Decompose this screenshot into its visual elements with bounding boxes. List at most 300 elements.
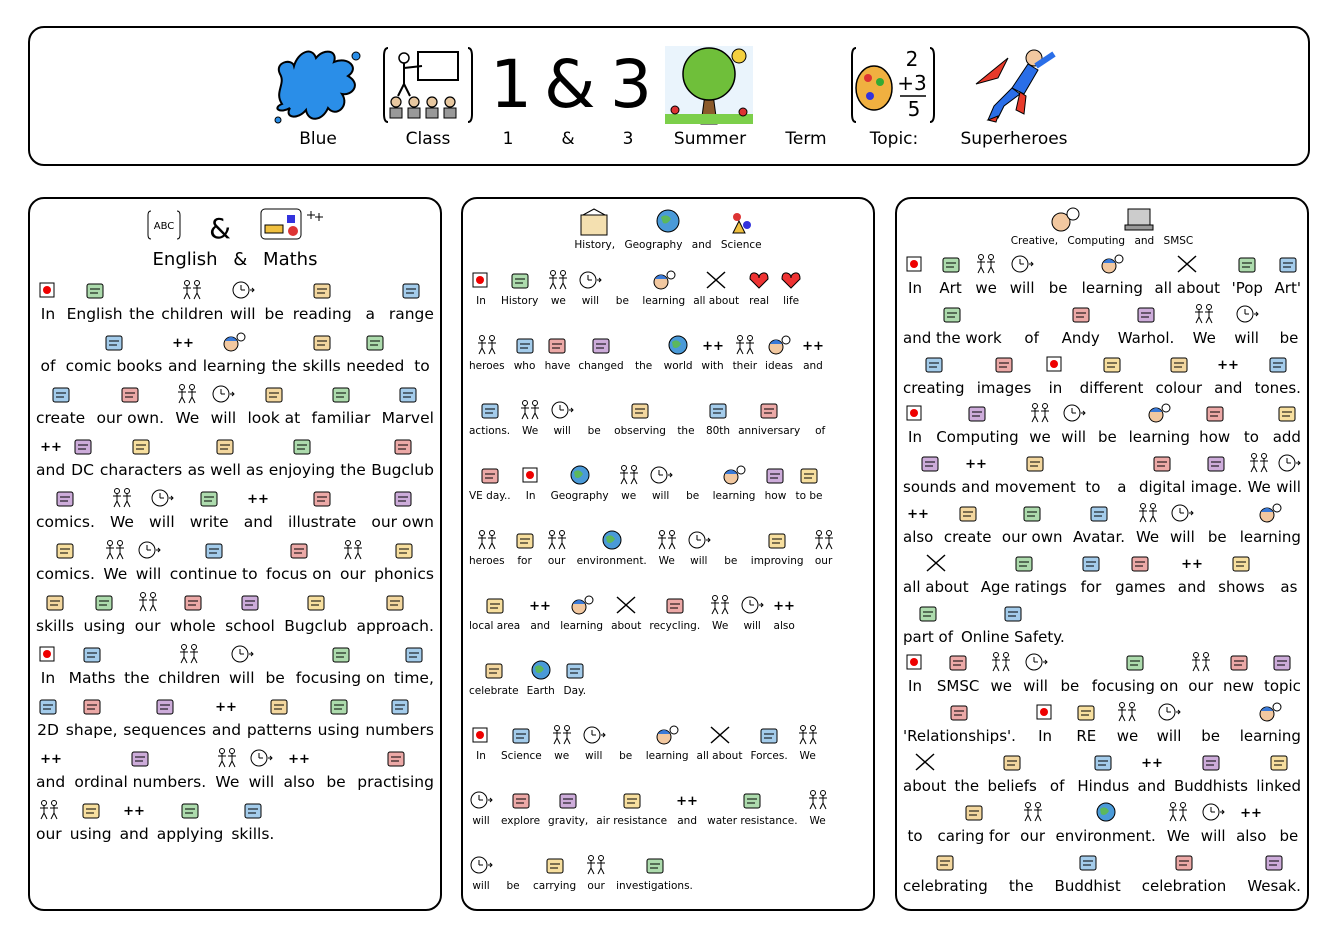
word-text: local area xyxy=(469,620,521,632)
text-line xyxy=(36,795,434,843)
text-line xyxy=(469,647,867,697)
word-text: Science xyxy=(501,750,542,762)
word-text: we xyxy=(1116,727,1139,746)
word-text: learning xyxy=(202,357,266,375)
text-line xyxy=(903,598,1301,646)
word-text: will xyxy=(1009,279,1035,297)
header-word-3: 3 xyxy=(622,129,634,149)
word-text: We xyxy=(175,409,200,427)
word-text: explore xyxy=(501,815,541,827)
word-text: will xyxy=(1170,528,1195,546)
word-symbol-icon xyxy=(582,387,606,421)
word-text: a xyxy=(365,305,375,323)
word-symbol-icon xyxy=(922,349,946,375)
word-text: the xyxy=(1008,876,1034,895)
word-symbol-icon xyxy=(341,535,365,561)
symbol-word xyxy=(903,349,965,397)
word-text: real xyxy=(749,295,770,307)
word-symbol-icon xyxy=(1058,647,1082,673)
word-symbol-icon xyxy=(36,275,60,301)
symbol-word xyxy=(168,327,197,375)
word-symbol-icon xyxy=(916,598,940,624)
word-symbol-icon xyxy=(568,452,592,486)
word-symbol-icon xyxy=(1136,498,1160,524)
word-text: comic books xyxy=(65,357,163,375)
symbol-word xyxy=(616,842,693,892)
symbol-word xyxy=(231,795,274,843)
symbol-word xyxy=(808,387,832,437)
symbol-word xyxy=(1218,548,1265,596)
word-text: our xyxy=(814,555,833,567)
word-symbol-icon xyxy=(118,379,142,405)
text-line xyxy=(36,587,434,635)
word-text: will xyxy=(553,425,571,437)
word-symbol-icon xyxy=(272,327,296,353)
symbol-word xyxy=(36,795,62,843)
symbol-word xyxy=(772,582,796,632)
word-symbol-icon xyxy=(128,743,152,769)
creative-title: Creative, Computing and SMSC xyxy=(1010,235,1194,247)
word-text: skills xyxy=(36,617,75,635)
word-text: and xyxy=(1137,777,1166,795)
word-text: heroes xyxy=(469,555,505,567)
symbol-word xyxy=(190,483,229,531)
word-symbol-icon xyxy=(643,842,667,876)
word-symbol-icon xyxy=(1028,398,1052,424)
symbol-word xyxy=(124,639,149,687)
word-symbol-icon xyxy=(1043,349,1067,375)
symbol-word xyxy=(1009,847,1034,895)
word-symbol-icon xyxy=(475,322,499,356)
symbol-word xyxy=(469,452,511,502)
header-panel xyxy=(28,26,1310,166)
word-symbol-icon xyxy=(918,448,942,474)
symbol-word xyxy=(642,257,685,307)
symbol-word xyxy=(527,647,555,697)
symbol-word xyxy=(318,691,360,739)
word-text: range xyxy=(388,305,434,323)
word-text: and xyxy=(1214,378,1243,397)
word-symbol-icon xyxy=(582,712,606,746)
symbol-word xyxy=(1188,647,1213,695)
word-text: our xyxy=(340,565,366,583)
symbol-word xyxy=(1214,349,1242,397)
word-symbol-icon xyxy=(1201,797,1225,823)
word-text: whole xyxy=(169,617,216,635)
word-text: Art xyxy=(939,279,962,297)
history-title: History, Geography and Science xyxy=(574,239,762,251)
symbol-word xyxy=(272,327,297,375)
word-text: and xyxy=(36,461,66,479)
word-text: be xyxy=(506,880,520,892)
symbol-word xyxy=(36,431,65,479)
symbol-word xyxy=(578,322,623,372)
word-text: Marvel xyxy=(381,409,434,427)
symbol-word xyxy=(365,691,434,739)
symbol-word xyxy=(36,379,85,427)
word-symbol-icon xyxy=(543,842,567,876)
symbol-word xyxy=(340,535,366,583)
word-symbol-icon xyxy=(806,777,830,811)
word-symbol-icon xyxy=(483,582,507,616)
word-text: We xyxy=(110,513,134,531)
word-text: will xyxy=(1061,428,1087,447)
symbol-word xyxy=(708,582,732,632)
symbol-word xyxy=(1033,697,1057,745)
word-symbol-icon xyxy=(263,639,287,665)
symbol-word xyxy=(719,517,743,567)
text-line xyxy=(903,498,1301,546)
word-text: In xyxy=(40,305,56,323)
svg-text:++: ++ xyxy=(39,752,62,767)
word-text: SMSC xyxy=(936,677,980,696)
word-text: be xyxy=(619,750,633,762)
symbol-word xyxy=(806,777,830,827)
symbol-word xyxy=(263,639,287,687)
word-text: will xyxy=(743,620,761,632)
superhero-icon xyxy=(968,44,1060,126)
word-text: will xyxy=(1200,826,1226,845)
word-symbol-icon xyxy=(906,498,930,524)
symbol-word xyxy=(123,691,206,739)
text-line xyxy=(469,517,867,567)
header-word-superheroes: Superheroes xyxy=(960,129,1068,149)
symbol-word xyxy=(763,452,787,502)
text-line xyxy=(36,743,434,791)
word-symbol-icon xyxy=(1239,797,1263,823)
word-text: digital xyxy=(1138,478,1186,497)
word-text: 'Pop xyxy=(1231,279,1263,297)
word-symbol-icon xyxy=(267,691,291,717)
symbol-word xyxy=(546,257,570,307)
symbol-word xyxy=(1178,548,1206,596)
word-symbol-icon xyxy=(92,587,116,613)
text-line xyxy=(36,379,434,427)
word-text: We xyxy=(522,425,539,437)
symbol-word xyxy=(175,379,199,427)
word-symbol-icon xyxy=(79,795,103,821)
word-text: tones. xyxy=(1254,378,1301,397)
word-text: our own xyxy=(371,513,434,531)
symbol-word xyxy=(36,483,95,531)
word-text: our xyxy=(1188,677,1214,696)
word-symbol-icon xyxy=(1081,448,1105,474)
word-text: the xyxy=(129,305,155,323)
symbol-word xyxy=(701,322,725,372)
symbol-word xyxy=(149,483,175,531)
word-symbol-icon xyxy=(528,582,552,616)
symbol-word xyxy=(244,483,273,531)
symbol-word xyxy=(110,483,134,531)
svg-text:++: ++ xyxy=(907,507,930,522)
word-text: 'Relationships'. xyxy=(903,727,1016,746)
word-text: Maths xyxy=(68,669,116,687)
word-text: and xyxy=(36,773,66,791)
word-symbol-icon xyxy=(1021,797,1045,823)
symbol-word xyxy=(903,598,953,646)
symbol-word xyxy=(293,275,352,323)
word-symbol-icon xyxy=(1170,498,1194,524)
word-symbol-icon xyxy=(649,452,673,486)
word-text: linked xyxy=(1256,777,1301,795)
word-symbol-icon xyxy=(812,517,836,551)
word-symbol-icon xyxy=(392,535,416,561)
text-line xyxy=(36,327,434,375)
word-text: heroes xyxy=(469,360,505,372)
word-symbol-icon xyxy=(501,842,525,876)
word-text: will xyxy=(248,773,275,791)
word-symbol-icon xyxy=(1270,647,1294,673)
word-text: sequences xyxy=(123,721,207,739)
word-text: carrying xyxy=(533,880,577,892)
symbol-word xyxy=(614,712,638,762)
symbol-word xyxy=(903,299,1002,347)
symbol-word xyxy=(1256,747,1301,795)
word-symbol-icon xyxy=(708,582,732,616)
word-text: time, xyxy=(393,669,434,687)
word-text: children xyxy=(158,669,221,687)
word-symbol-icon xyxy=(49,379,73,405)
word-symbol-icon xyxy=(550,387,574,421)
symbol-word xyxy=(577,517,647,567)
word-text: focusing on xyxy=(1091,677,1179,696)
svg-text:++: ++ xyxy=(288,752,311,767)
word-symbol-icon xyxy=(946,647,970,673)
symbol-word xyxy=(903,398,927,446)
word-text: enjoying xyxy=(268,461,336,479)
word-symbol-icon xyxy=(628,387,652,421)
symbol-word xyxy=(796,712,820,762)
word-symbol-icon xyxy=(137,535,161,561)
symbol-word xyxy=(664,322,693,372)
word-symbol-icon xyxy=(652,257,676,291)
ampersand-symbol: & xyxy=(209,212,231,245)
word-symbol-icon xyxy=(1140,747,1164,773)
symbol-word xyxy=(170,587,216,635)
word-text: phonics xyxy=(374,565,434,583)
symbol-word xyxy=(36,535,95,583)
word-text: using xyxy=(69,825,112,843)
text-line xyxy=(903,647,1301,695)
symbol-word xyxy=(469,582,520,632)
svg-text:++: ++ xyxy=(1180,556,1203,572)
word-symbol-icon xyxy=(1172,847,1196,873)
word-text: shows xyxy=(1218,577,1265,596)
word-text: will xyxy=(149,513,175,531)
symbol-word xyxy=(501,777,540,827)
symbol-word xyxy=(1043,349,1067,397)
word-text: to xyxy=(414,357,430,375)
word-text: We xyxy=(1247,478,1271,497)
word-symbol-icon xyxy=(1000,747,1024,773)
symbol-word xyxy=(740,582,764,632)
symbol-word xyxy=(903,847,988,895)
word-symbol-icon xyxy=(903,797,927,823)
word-symbol-icon xyxy=(136,587,160,613)
word-symbol-icon xyxy=(722,452,746,486)
word-text: add xyxy=(1272,428,1301,447)
word-text: Avatar. xyxy=(1072,528,1126,546)
symbol-word xyxy=(66,691,118,739)
symbol-word xyxy=(610,257,634,307)
svg-text:++: ++ xyxy=(773,599,796,614)
word-text: will xyxy=(228,669,255,687)
svg-text:++: ++ xyxy=(247,492,270,507)
symbol-word xyxy=(1191,448,1243,496)
word-text: we xyxy=(990,677,1012,696)
word-text: be xyxy=(1279,328,1299,347)
word-symbol-icon xyxy=(83,275,107,301)
word-symbol-icon xyxy=(1277,448,1301,474)
word-text: all about xyxy=(696,750,743,762)
symbol-word xyxy=(1092,647,1179,695)
word-symbol-icon xyxy=(655,712,679,746)
word-symbol-icon xyxy=(1203,398,1227,424)
word-text: all about xyxy=(1154,279,1221,297)
word-text: will xyxy=(1023,677,1048,696)
symbol-word xyxy=(135,587,161,635)
word-text: comics. xyxy=(36,513,95,531)
symbol-word xyxy=(1276,448,1301,496)
symbol-word xyxy=(83,587,125,635)
word-text: We xyxy=(809,815,826,827)
symbol-word xyxy=(1157,697,1182,745)
word-text: be xyxy=(1279,826,1299,845)
text-line xyxy=(903,349,1301,397)
symbol-word xyxy=(903,697,1016,745)
word-symbol-icon xyxy=(1069,299,1093,325)
symbol-word xyxy=(1115,697,1139,745)
word-text: a xyxy=(1117,478,1127,497)
word-symbol-icon xyxy=(708,712,732,746)
word-text: using xyxy=(317,721,360,739)
symbol-word xyxy=(36,275,60,323)
laptop-icon xyxy=(1124,207,1154,237)
text-line xyxy=(469,322,867,372)
word-text: investigations. xyxy=(616,880,693,892)
word-text: world xyxy=(663,360,693,372)
word-text: be xyxy=(1201,727,1220,746)
word-text: about xyxy=(903,777,947,795)
symbol-word xyxy=(646,712,689,762)
symbol-word xyxy=(977,349,1032,397)
word-symbol-icon xyxy=(719,517,743,551)
symbol-word xyxy=(371,431,434,479)
svg-text:++: ++ xyxy=(1140,756,1163,771)
symbol-word xyxy=(211,379,237,427)
word-symbol-icon xyxy=(570,582,594,616)
word-text: will xyxy=(690,555,708,567)
symbol-word xyxy=(157,795,224,843)
word-text: Day. xyxy=(563,685,587,697)
word-symbol-icon xyxy=(614,582,638,616)
word-text: our xyxy=(587,880,605,892)
word-symbol-icon xyxy=(1258,697,1282,723)
word-text: We xyxy=(712,620,729,632)
word-text: environment. xyxy=(576,555,647,567)
word-text: our xyxy=(547,555,566,567)
word-symbol-icon xyxy=(37,795,61,821)
word-text: how xyxy=(764,490,787,502)
word-symbol-icon xyxy=(546,257,570,291)
word-symbol-icon xyxy=(469,777,493,811)
word-text: will xyxy=(472,880,490,892)
word-text: Buddhist xyxy=(1054,876,1121,895)
word-symbol-icon xyxy=(757,387,781,421)
word-text: English xyxy=(66,305,123,323)
symbol-word xyxy=(551,452,609,502)
symbol-word xyxy=(1058,647,1082,695)
word-symbol-icon xyxy=(222,327,246,353)
symbol-word xyxy=(518,387,542,437)
word-text: learning xyxy=(645,750,689,762)
word-text: of xyxy=(815,425,826,437)
creative-header-icons xyxy=(897,207,1307,237)
symbol-word xyxy=(1081,448,1105,496)
word-symbol-icon xyxy=(39,431,63,457)
word-symbol-icon xyxy=(955,747,979,773)
word-text: changed xyxy=(578,360,624,372)
word-symbol-icon xyxy=(518,387,542,421)
symbol-word xyxy=(215,743,239,791)
word-symbol-icon xyxy=(903,647,927,673)
word-text: Buddhists xyxy=(1173,777,1248,795)
svg-text:++: ++ xyxy=(676,794,699,809)
symbol-word xyxy=(225,587,275,635)
word-text: needed xyxy=(346,357,405,375)
paint-splash-icon xyxy=(272,44,364,126)
word-symbol-icon xyxy=(757,712,781,746)
word-text: our own. xyxy=(96,409,165,427)
word-symbol-icon xyxy=(125,639,149,665)
word-text: be xyxy=(1048,279,1068,297)
word-symbol-icon xyxy=(1266,349,1290,375)
word-text: gravity, xyxy=(548,815,589,827)
word-symbol-icon xyxy=(1247,448,1271,474)
word-symbol-icon xyxy=(1227,647,1251,673)
word-text: be xyxy=(326,773,346,791)
word-text: In xyxy=(908,677,922,696)
symbol-word xyxy=(1080,349,1144,397)
symbol-word xyxy=(649,452,673,502)
symbol-word xyxy=(374,535,434,583)
word-text: be xyxy=(1097,428,1117,447)
word-symbol-icon xyxy=(1100,249,1124,275)
symbol-word xyxy=(36,691,60,739)
word-symbol-icon xyxy=(177,639,201,665)
word-symbol-icon xyxy=(1199,747,1223,773)
symbol-word xyxy=(903,498,933,546)
word-symbol-icon xyxy=(122,795,146,821)
word-symbol-icon xyxy=(310,275,334,301)
word-symbol-icon xyxy=(508,257,532,291)
word-symbol-icon xyxy=(36,691,60,717)
word-text: learning xyxy=(1239,528,1301,546)
header-word-summer: Summer xyxy=(673,129,747,149)
symbol-word xyxy=(469,777,493,827)
symbol-word xyxy=(158,639,220,687)
word-symbol-icon xyxy=(610,257,634,291)
word-text: Warhol. xyxy=(1117,328,1175,347)
word-text: water resistance. xyxy=(707,815,798,827)
symbol-word xyxy=(706,387,730,437)
word-symbol-icon xyxy=(779,257,803,291)
symbol-word xyxy=(469,647,519,697)
word-symbol-icon xyxy=(617,452,641,486)
word-text: we xyxy=(550,295,566,307)
symbol-word xyxy=(382,379,434,427)
creative-computing-smsc-panel xyxy=(895,197,1309,911)
